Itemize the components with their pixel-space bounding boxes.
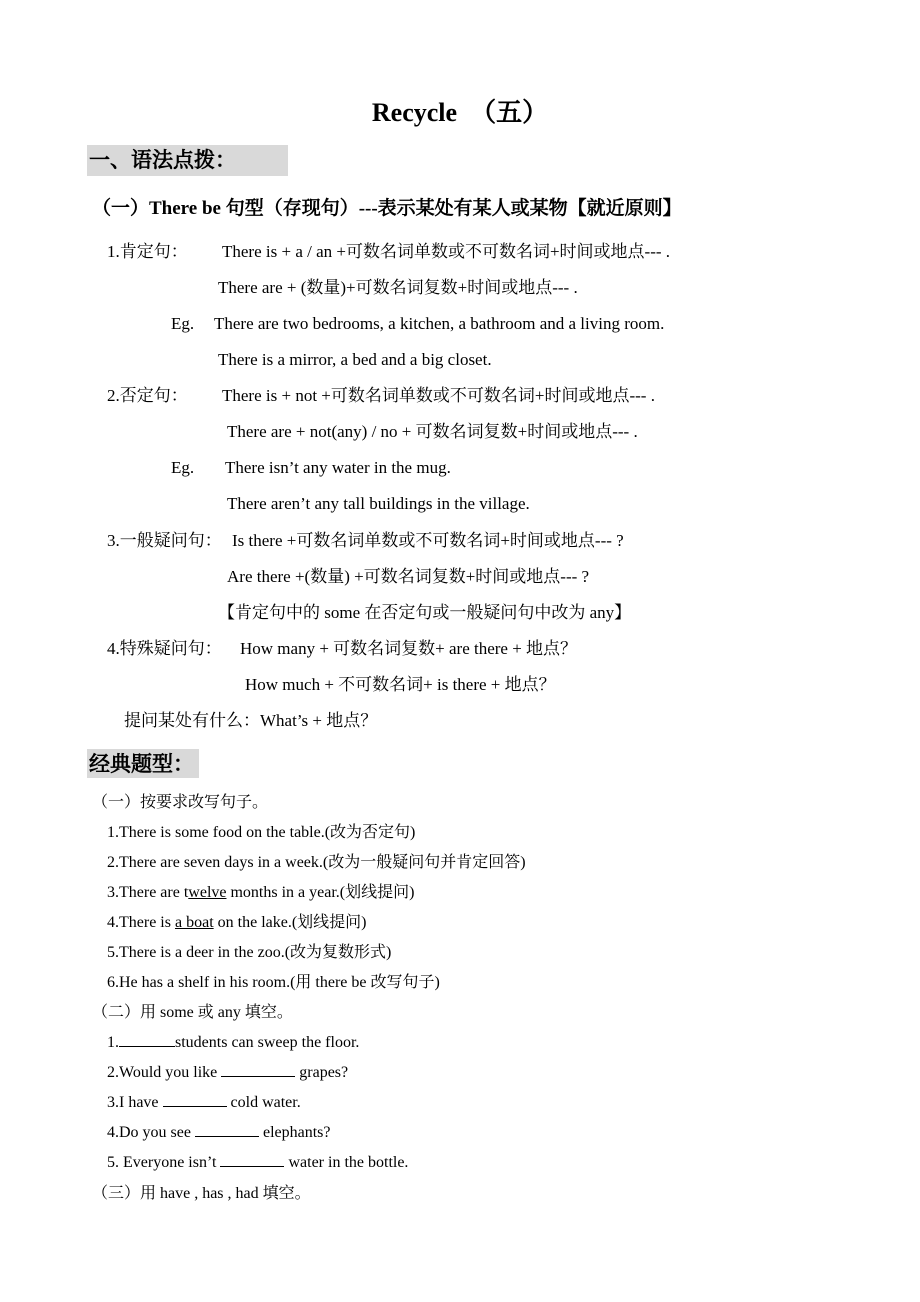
list-item: 4.Do you see elephants?	[107, 1124, 331, 1141]
negative-rule-2: There are + not(any) / no + 可数名词复数+时间或地点--- .	[227, 422, 638, 441]
negative-rule-1: There is + not +可数名词单数或不可数名词+时间或地点--- .	[222, 386, 655, 405]
answer-blank[interactable]	[195, 1122, 259, 1137]
list-item: 1.There is some food on the table.(改为否定句)	[107, 824, 416, 841]
affirmative-rule-2: There are + (数量)+可数名词复数+时间或地点--- .	[218, 278, 578, 297]
list-item: 5. Everyone isn’t water in the bottle.	[107, 1154, 409, 1171]
list-item: 3.I have cold water.	[107, 1094, 301, 1111]
answer-blank[interactable]	[163, 1092, 227, 1107]
answer-blank[interactable]	[119, 1032, 175, 1047]
eg-label: Eg.	[171, 314, 195, 333]
negative-example-1: There isn’t any water in the mug.	[225, 458, 451, 477]
affirmative-example-1: There are two bedrooms, a kitchen, a bathroom and a living room.	[214, 314, 665, 333]
some-any-note: 【肯定句中的 some 在否定句或一般疑问句中改为 any】	[218, 603, 632, 622]
list-item: 2.There are seven days in a week.(改为一般疑问句并肯定回答)	[107, 854, 526, 871]
special-question-rule-1: How many + 可数名词复数+ are there + 地点？	[240, 639, 578, 658]
list-item: 4.There is a boat on the lake.(划线提问)	[107, 914, 367, 931]
special-question-rule-3: 提问某处有什么：What’s + 地点？	[124, 711, 378, 730]
underlined-word: a boat	[174, 914, 214, 931]
affirmative-example-2: There is a mirror, a bed and a big closet.	[218, 350, 492, 369]
special-question-label: 4.特殊疑问句：	[107, 639, 222, 658]
exercise-1-title: （一）按要求改写句子。	[92, 794, 269, 811]
general-question-label: 3.一般疑问句：	[107, 531, 222, 550]
exercise-3-title: （三）用 have , has , had 填空。	[92, 1185, 311, 1202]
list-item: 5.There is a deer in the zoo.(改为复数形式)	[107, 944, 392, 961]
exercise-2-title: （二）用 some 或 any 填空。	[92, 1004, 293, 1021]
list-item: 3.There are twelve months in a year.(划线提问)	[107, 884, 415, 901]
eg-label: Eg.	[171, 458, 195, 477]
answer-blank[interactable]	[220, 1152, 284, 1167]
affirmative-rule-1: There is + a / an +可数名词单数或不可数名词+时间或地点--- .	[222, 242, 671, 261]
section-heading-exercises: 经典题型：	[87, 749, 199, 778]
page-title: Recycle （五）	[371, 98, 549, 127]
answer-blank[interactable]	[221, 1062, 295, 1077]
list-item: 6.He has a shelf in his room.(用 there be 改写句子)	[107, 974, 440, 991]
section-heading-grammar: 一、语法点拨：	[87, 145, 288, 176]
negative-label: 2.否定句：	[107, 386, 188, 405]
affirmative-label: 1.肯定句：	[107, 242, 188, 261]
there-be-heading: （一）There be 句型（存现句）---表示某处有某人或某物【就近原则】	[92, 198, 682, 219]
list-item: 1. students can sweep the floor.	[107, 1034, 360, 1051]
general-question-rule-1: Is there +可数名词单数或不可数名词+时间或地点--- ?	[232, 531, 624, 550]
general-question-rule-2: Are there +(数量) +可数名词复数+时间或地点--- ?	[227, 567, 590, 586]
list-item: 2.Would you like grapes?	[107, 1064, 349, 1081]
underlined-word: welve	[188, 884, 227, 901]
special-question-rule-2: How much + 不可数名词+ is there + 地点？	[245, 675, 556, 694]
negative-example-2: There aren’t any tall buildings in the village.	[227, 494, 530, 513]
